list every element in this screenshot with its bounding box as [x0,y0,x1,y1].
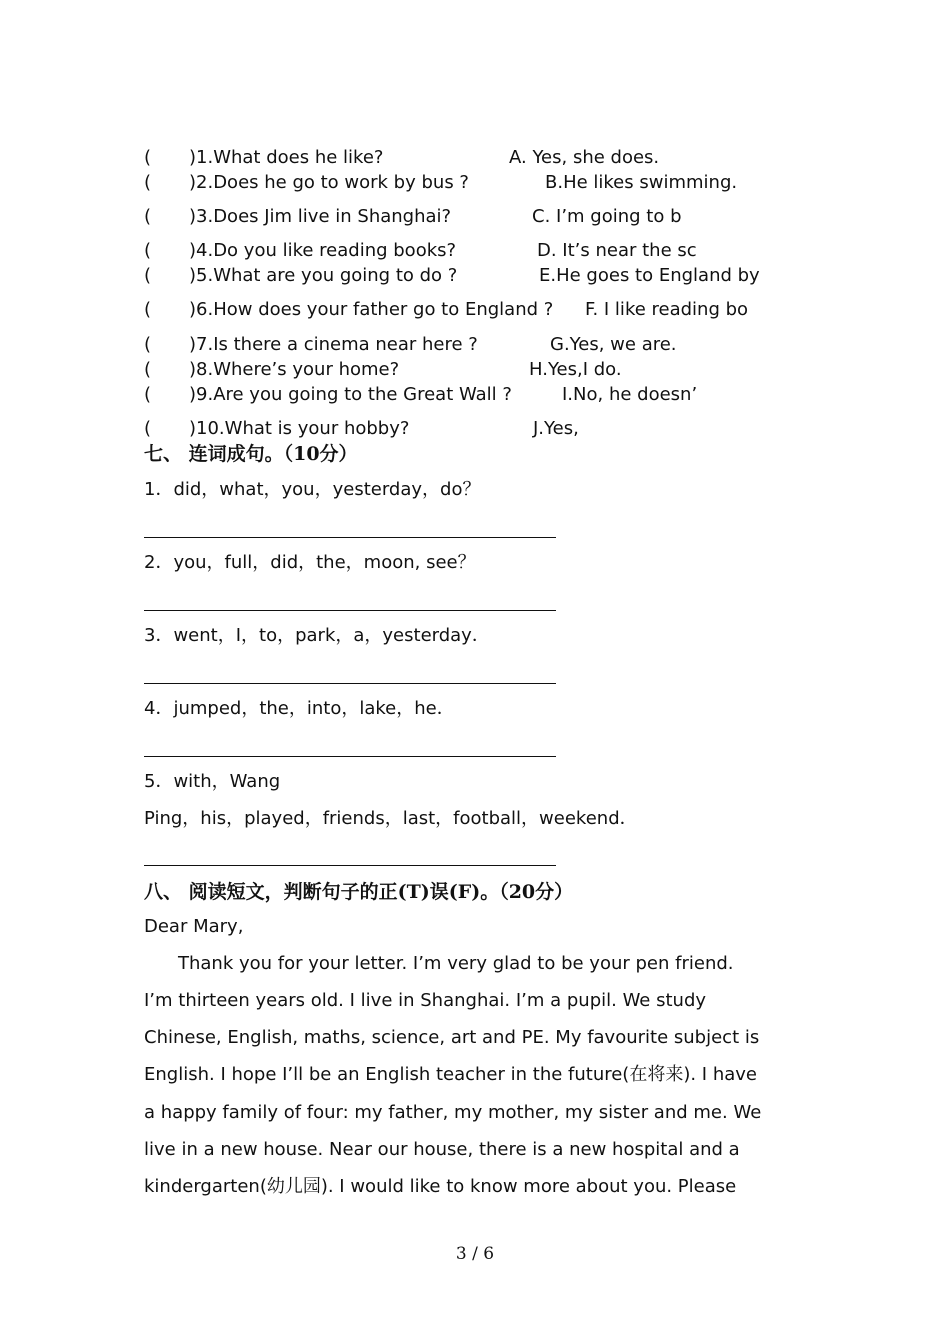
section8-title: 八、 阅读短文，判断句子的正(T)误(F)。（20分） [144,881,574,903]
answer-line-2[interactable] [144,610,556,611]
answer-paren: ( [144,147,152,168]
answer-paren: ( [144,359,152,380]
question-8: )8.Where’s your home? [189,359,400,380]
sentence-item-2: 2．you，full，did，the，moon, see？ [144,552,476,573]
answer-f: F. I like reading bo [585,299,749,320]
question-5: )5.What are you going to do ? [189,265,458,286]
answer-line-5[interactable] [144,865,556,866]
section7-title: 七、 连词成句。（10分） [144,443,358,465]
answer-b: B.He likes swimming. [545,172,738,193]
letter-greeting: Dear Mary, [144,916,244,937]
answer-a: A. Yes, she does. [509,147,660,168]
answer-paren: ( [144,240,152,261]
answer-paren: ( [144,172,152,193]
sentence-item-1: 1．did，what，you，yesterday，do？ [144,479,481,500]
sentence-item-5: 5．with，Wang [144,771,281,792]
letter-line-6: live in a new house. Near our house, there is a new hospital and a [144,1139,740,1160]
letter-line-2: I’m thirteen years old. I live in Shanghai. I’m a pupil. We study [144,990,707,1011]
letter-line-4: English. I hope I’ll be an English teacher in the future(在将来). I have [144,1064,757,1085]
answer-e: E.He goes to England by [539,265,760,286]
answer-paren: ( [144,418,152,439]
question-10: )10.What is your hobby? [189,418,410,439]
letter-line-3: Chinese, English, maths, science, art and PE. My favourite subject is [144,1027,760,1048]
answer-i: I.No, he doesn’ [562,384,698,405]
answer-paren: ( [144,265,152,286]
question-4: )4.Do you like reading books? [189,240,457,261]
answer-g: G.Yes, we are. [550,334,677,355]
answer-d: D. It’s near the sc [537,240,697,261]
sentence-item-4: 4．jumped，the，into，lake，he． [144,698,455,719]
answer-line-4[interactable] [144,756,556,757]
answer-paren: ( [144,299,152,320]
sentence-item-5-cont: Ping，his，played，friends，last，football，weekend． [144,808,638,829]
question-6: )6.How does your father go to England ? [189,299,554,320]
answer-paren: ( [144,334,152,355]
answer-line-1[interactable] [144,537,556,538]
answer-j: J.Yes, [533,418,579,439]
page-number: 3 / 6 [455,1244,495,1264]
question-7: )7.Is there a cinema near here ? [189,334,478,355]
question-9: )9.Are you going to the Great Wall ? [189,384,512,405]
answer-h: H.Yes,I do. [529,359,622,380]
answer-line-3[interactable] [144,683,556,684]
answer-paren: ( [144,206,152,227]
question-2: )2.Does he go to work by bus ? [189,172,469,193]
answer-paren: ( [144,384,152,405]
letter-line-5: a happy family of four: my father, my mother, my sister and me. We [144,1102,762,1123]
letter-line-7: kindergarten(幼儿园). I would like to know more about you. Please [144,1176,737,1197]
question-3: )3.Does Jim live in Shanghai? [189,206,452,227]
question-1: )1.What does he like? [189,147,384,168]
answer-c: C. I’m going to b [532,206,682,227]
sentence-item-3: 3．went，I，to，park，a，yesterday． [144,625,490,646]
letter-line-1: Thank you for your letter. I’m very glad to be your pen friend. [178,953,734,974]
